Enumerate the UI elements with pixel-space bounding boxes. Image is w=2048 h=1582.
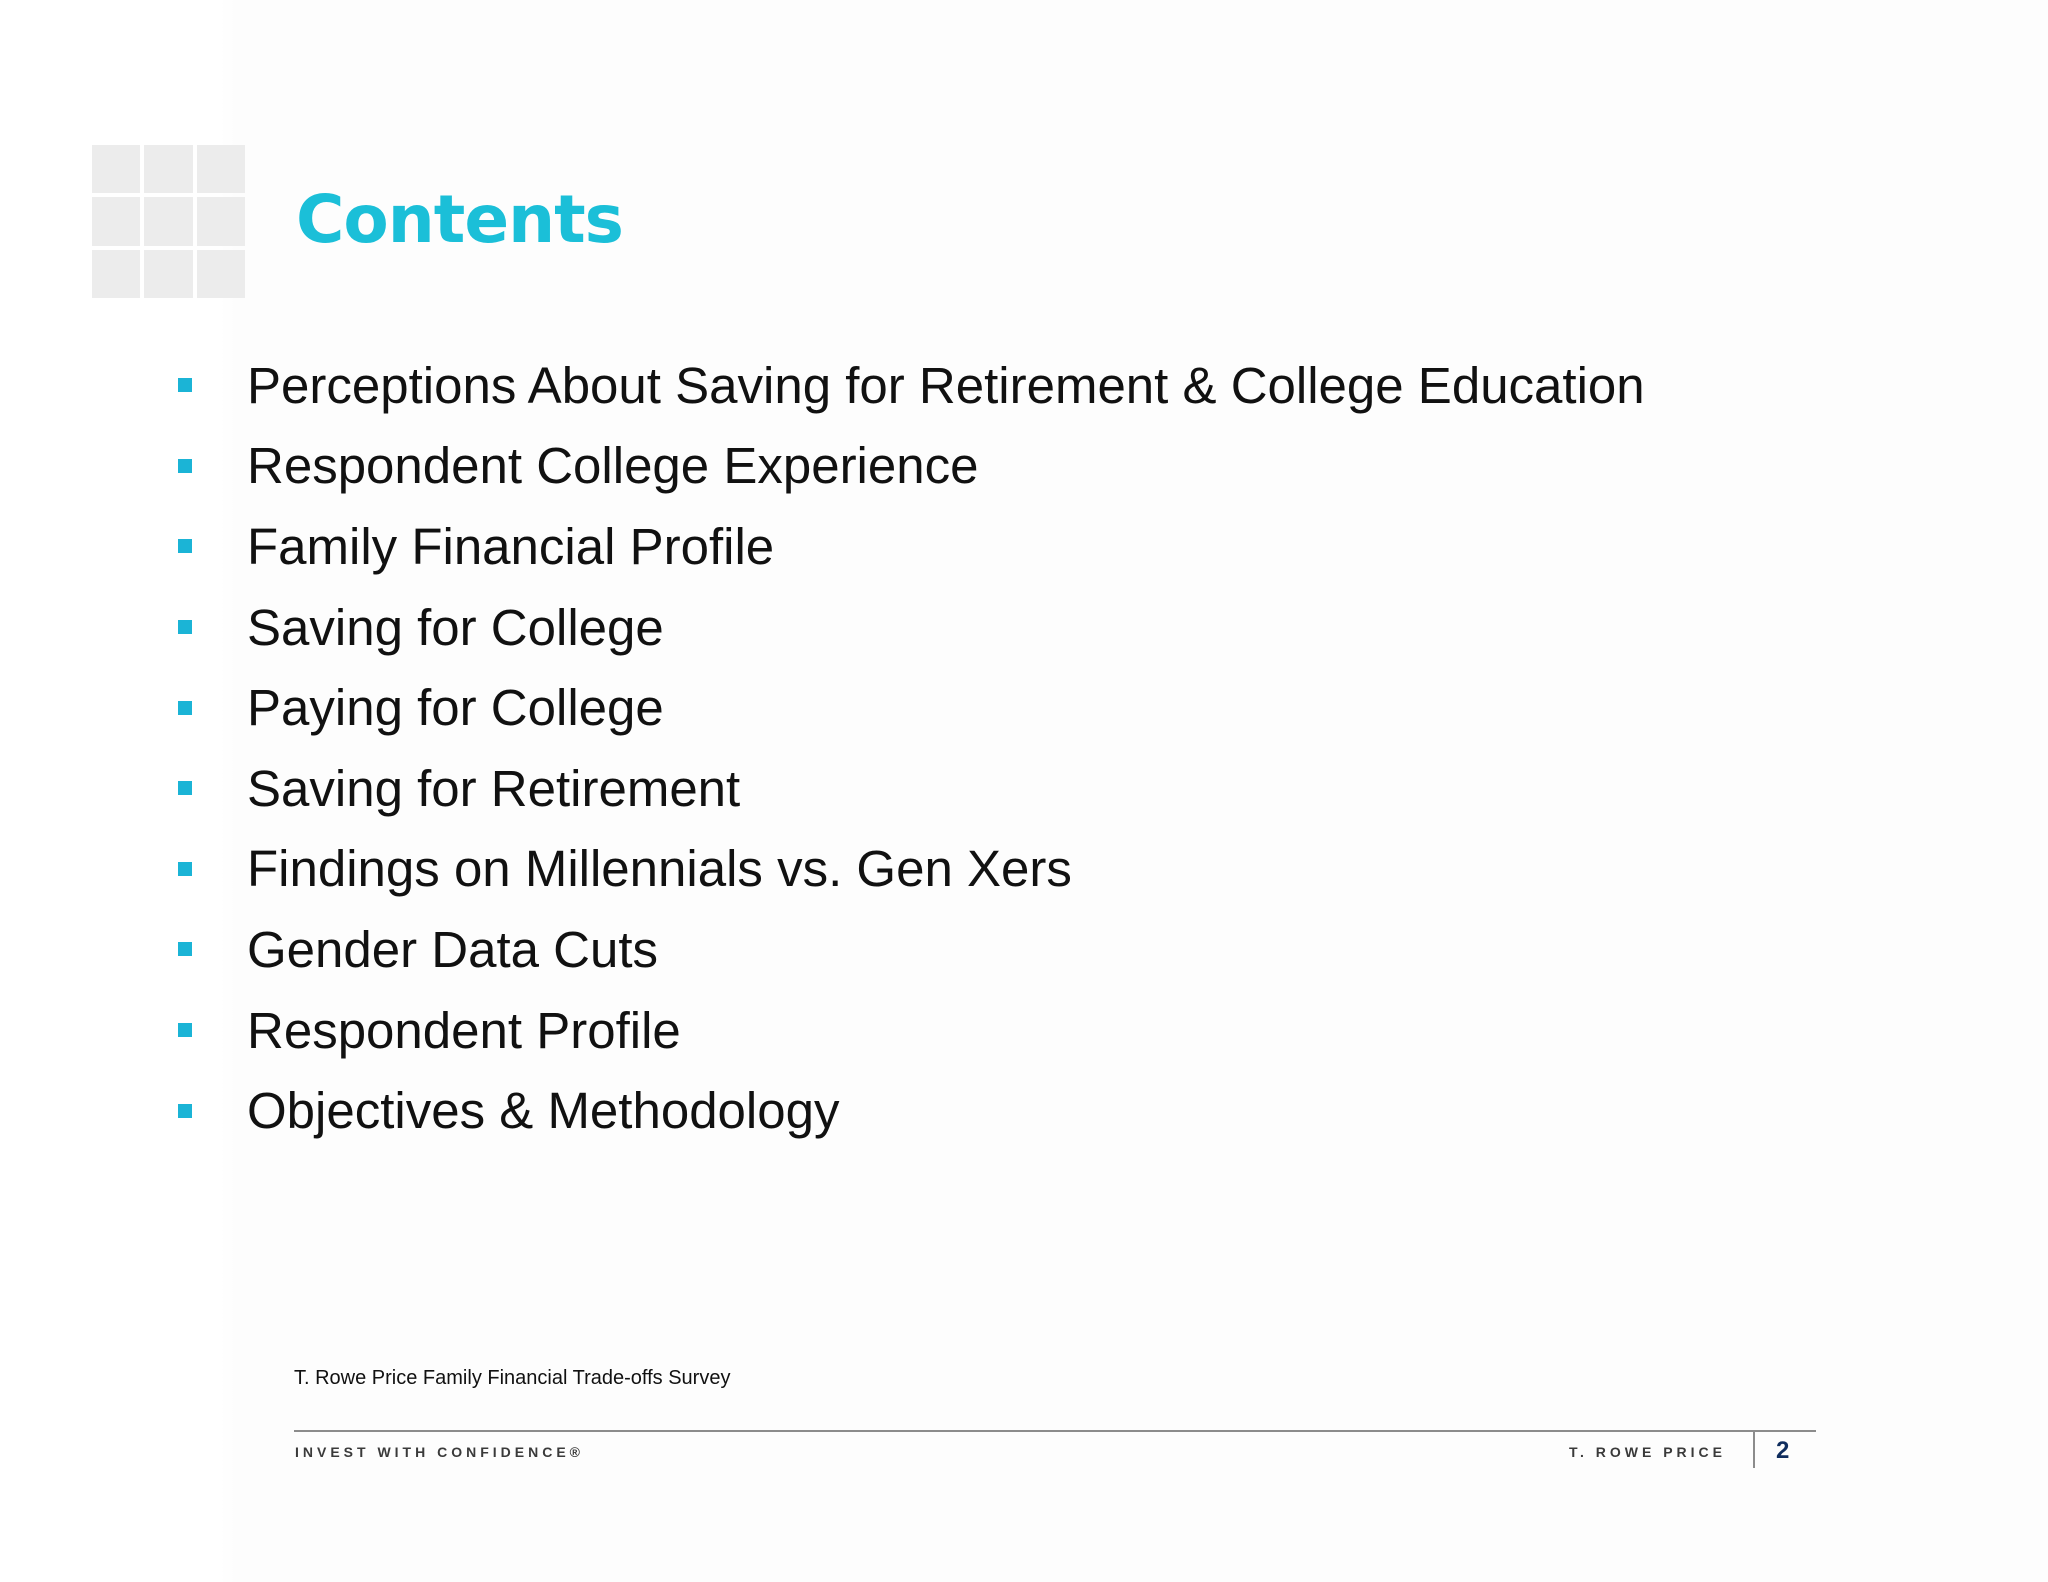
contents-item-label: Findings on Millennials vs. Gen Xers <box>247 840 1072 898</box>
contents-item-label: Family Financial Profile <box>247 517 775 575</box>
contents-item <box>178 426 1645 507</box>
contents-item-label: Gender Data Cuts <box>247 920 659 978</box>
grid-logo-cell <box>197 197 245 245</box>
contents-item-label: Respondent Profile <box>247 1001 681 1059</box>
footer-brand: T. ROWE PRICE <box>1568 1444 1726 1460</box>
contents-item <box>178 829 1645 910</box>
contents-item <box>178 506 1645 587</box>
contents-item-label: Perceptions About Saving for Retirement & College Education <box>247 356 1645 414</box>
grid-logo-cell <box>92 145 140 193</box>
grid-logo-cell <box>144 250 192 298</box>
page-number-divider <box>1753 1432 1755 1468</box>
square-bullet-icon <box>178 378 192 392</box>
grid-logo-cell <box>144 145 192 193</box>
survey-source-note: T. Rowe Price Family Financial Trade-offs Survey <box>294 1367 731 1389</box>
square-bullet-icon <box>178 701 192 715</box>
grid-logo-cell <box>92 197 140 245</box>
square-bullet-icon <box>178 942 192 956</box>
square-bullet-icon <box>178 539 192 553</box>
page-number: 2 <box>1776 1437 1790 1464</box>
contents-item-label: Saving for Retirement <box>247 759 741 817</box>
footer-divider <box>294 1430 1816 1432</box>
square-bullet-icon <box>178 620 192 634</box>
contents-list <box>178 345 1645 1151</box>
contents-item <box>178 667 1645 748</box>
contents-item <box>178 1070 1645 1151</box>
square-bullet-icon <box>178 459 192 473</box>
contents-item <box>178 990 1645 1071</box>
square-bullet-icon <box>178 1104 192 1118</box>
contents-item <box>178 345 1645 426</box>
square-bullet-icon <box>178 1023 192 1037</box>
square-bullet-icon <box>178 862 192 876</box>
footer-tagline: INVEST WITH CONFIDENCE® <box>295 1444 584 1460</box>
grid-logo-cell <box>197 250 245 298</box>
contents-item <box>178 748 1645 829</box>
contents-item-label: Paying for College <box>247 679 664 737</box>
contents-item-label: Objectives & Methodology <box>247 1082 840 1140</box>
grid-logo-cell <box>144 197 192 245</box>
contents-item <box>178 587 1645 668</box>
contents-item-label: Saving for College <box>247 598 664 656</box>
grid-logo-cell <box>197 145 245 193</box>
page-title: Contents <box>296 181 623 258</box>
square-bullet-icon <box>178 781 192 795</box>
grid-logo <box>92 145 245 298</box>
grid-logo-cell <box>92 250 140 298</box>
contents-item <box>178 909 1645 990</box>
contents-item-label: Respondent College Experience <box>247 437 979 495</box>
